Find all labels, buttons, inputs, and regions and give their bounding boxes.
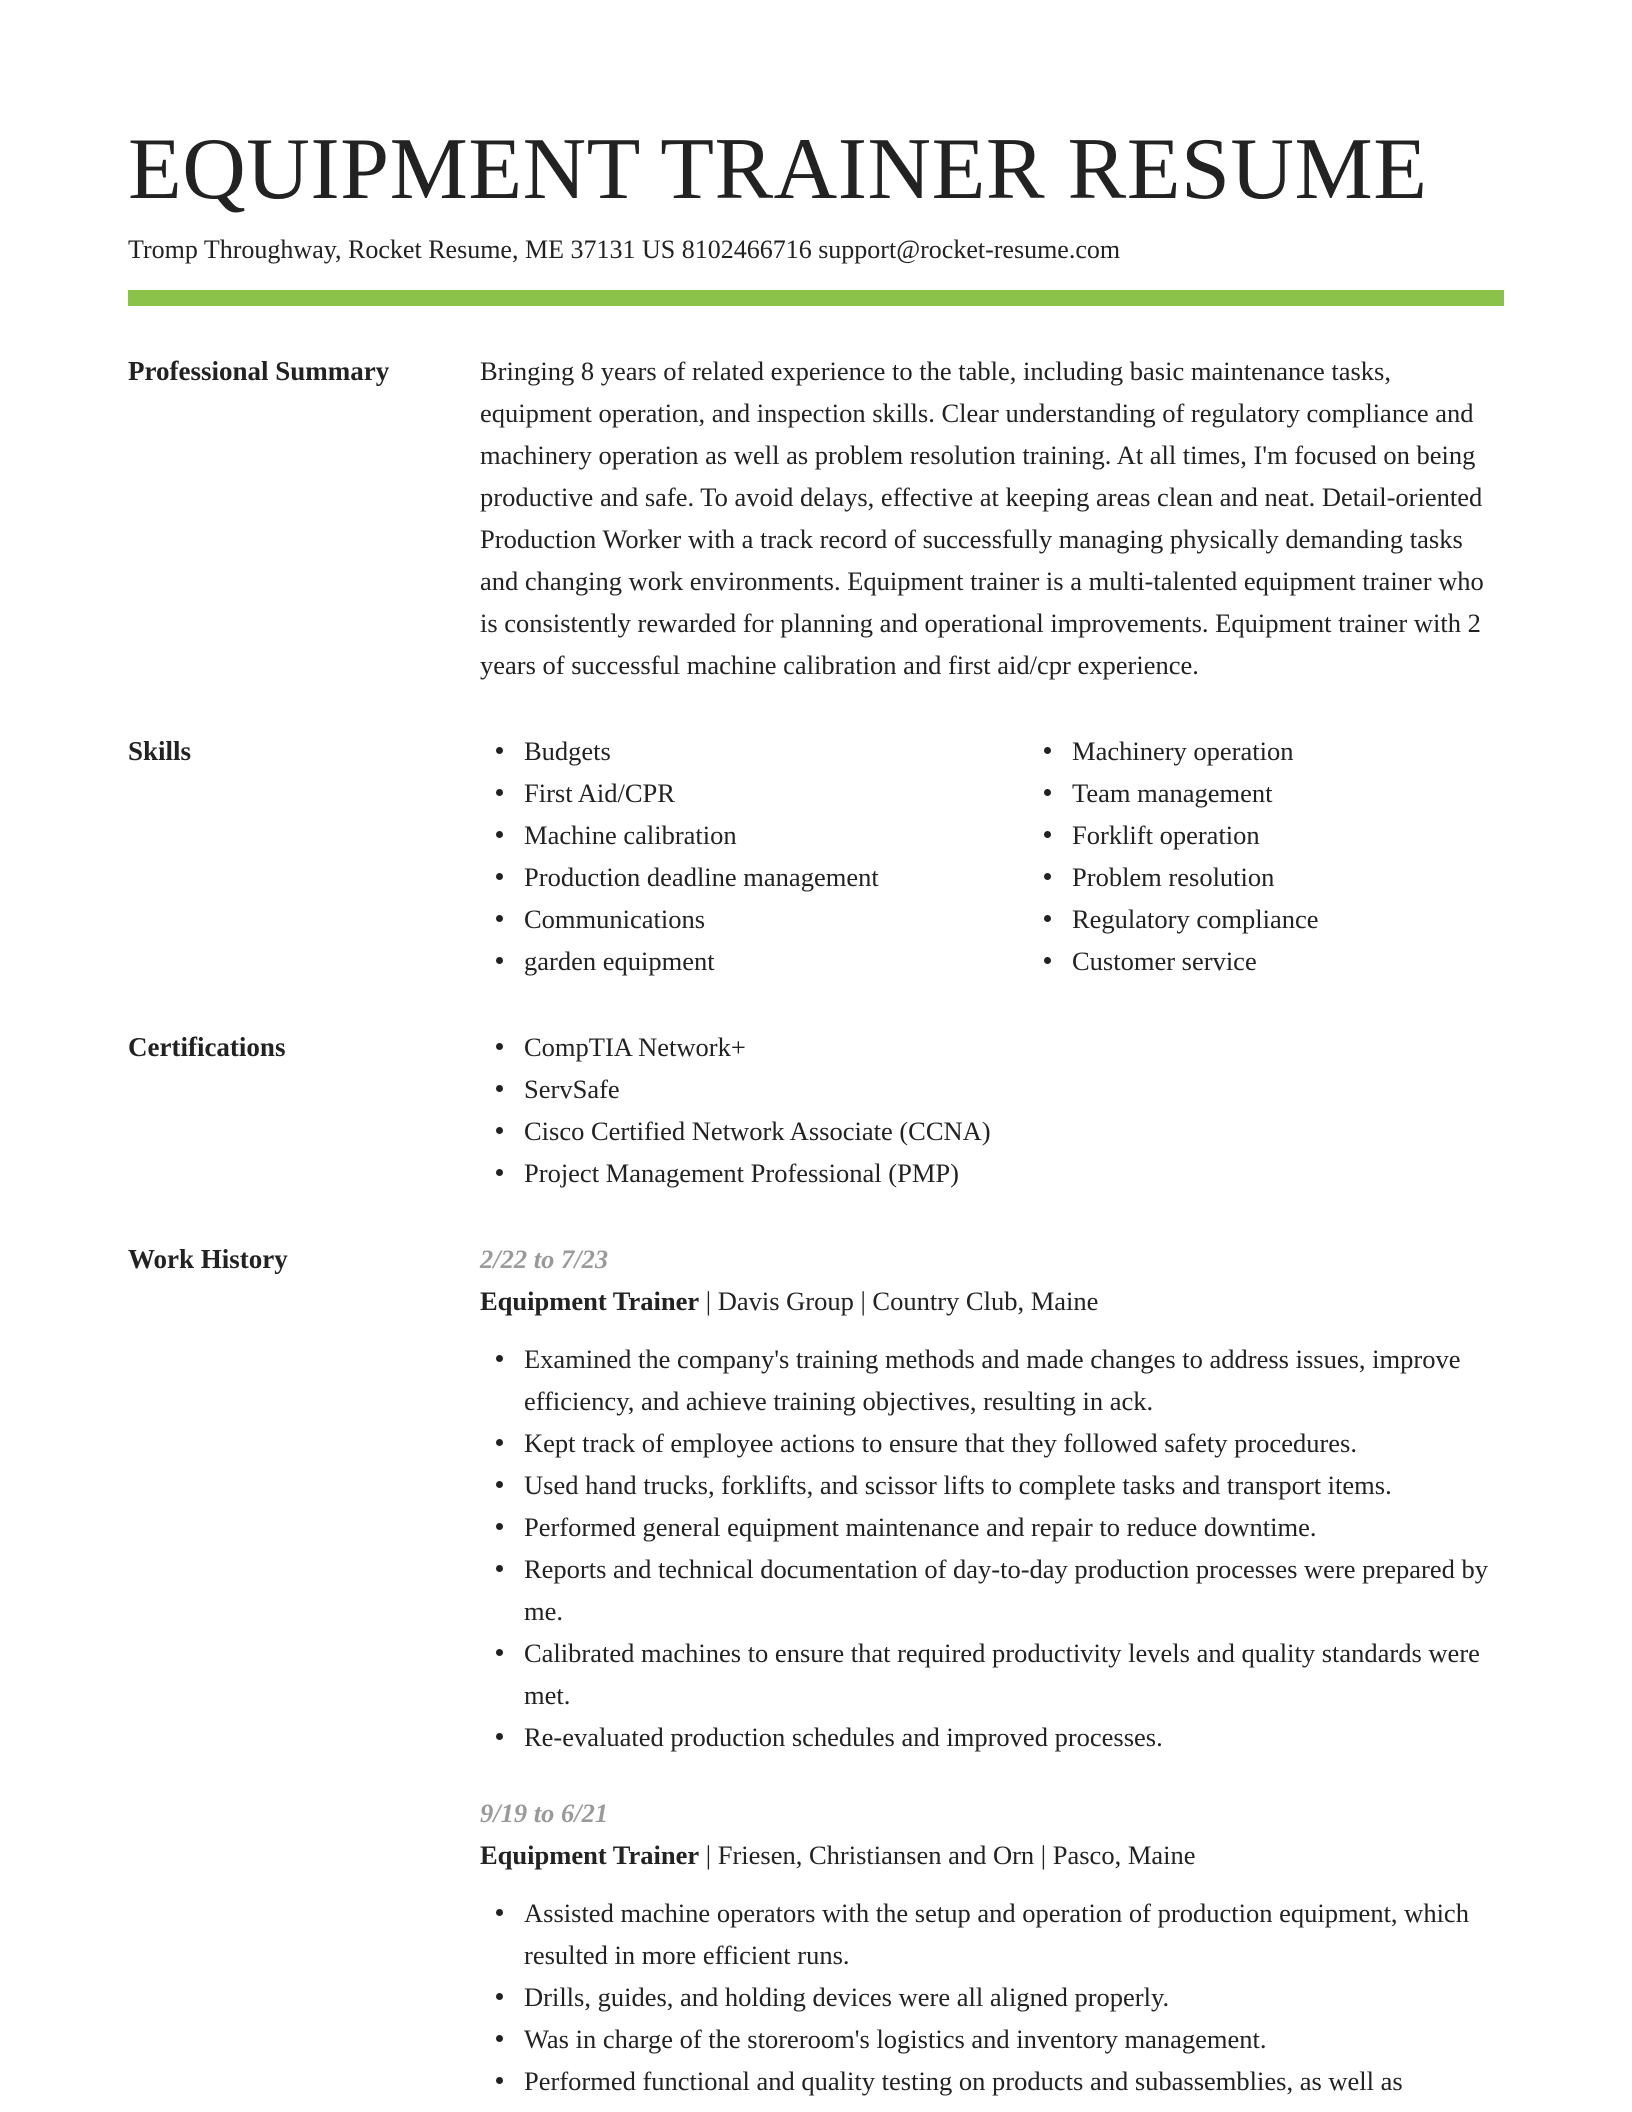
job-bullet: Assisted machine operators with the setup and operation of production equipment, which resulted in more efficient runs. [524, 1892, 1504, 1976]
section-professional-summary [128, 350, 1504, 686]
certification-item: CompTIA Network+ [524, 1026, 1504, 1068]
job-entry [480, 1238, 1504, 1758]
job-bullets [480, 1892, 1504, 2102]
skill-item: Team management [1072, 772, 1504, 814]
skill-item: Problem resolution [1072, 856, 1504, 898]
skill-item: garden equipment [524, 940, 1028, 982]
section-label-certifications: Certifications [128, 1032, 286, 1062]
resume-title: EQUIPMENT TRAINER RESUME [128, 121, 1428, 218]
job-bullet: Reports and technical documentation of day-to-day production processes were prepared by me. [524, 1548, 1504, 1632]
job-employer-location: | Davis Group | Country Club, Maine [699, 1286, 1099, 1316]
job-heading [480, 1834, 1504, 1876]
skill-item: Forklift operation [1072, 814, 1504, 856]
job-bullet: Calibrated machines to ensure that required productivity levels and quality standards were met. [524, 1632, 1504, 1716]
section-label-skills: Skills [128, 736, 192, 766]
skill-item: Customer service [1072, 940, 1504, 982]
job-heading [480, 1280, 1504, 1322]
job-entry [480, 1792, 1504, 2102]
certification-item: ServSafe [524, 1068, 1504, 1110]
skills-list-left [480, 730, 1028, 982]
certification-item: Cisco Certified Network Associate (CCNA) [524, 1110, 1504, 1152]
job-bullet: Performed general equipment maintenance and repair to reduce downtime. [524, 1506, 1504, 1548]
job-title: Equipment Trainer [480, 1286, 700, 1316]
job-bullets [480, 1338, 1504, 1758]
summary-text: Bringing 8 years of related experience to the table, including basic maintenance tasks, equipment operation, and inspection skills. Clear understanding of regulatory compliance and machinery operation as well as problem resolution training. At all times, I'm focused on being productive and safe. To avoid delays, effective at keeping areas clean and neat. Detail-oriented Production Worker with a track record of successfully managing physically demanding tasks and changing work environments. Equipment trainer is a multi-talented equipment trainer who is consistently rewarded for planning and operational improvements. Equipment trainer with 2 years of successful machine calibration and first aid/cpr experience. [480, 356, 1484, 680]
job-bullet: Performed functional and quality testing on products and subassemblies, as well as [524, 2060, 1504, 2102]
section-skills [128, 730, 1504, 982]
skill-item: Budgets [524, 730, 1028, 772]
skill-item: Regulatory compliance [1072, 898, 1504, 940]
section-work-history [128, 1238, 1504, 2102]
section-label-summary: Professional Summary [128, 356, 390, 386]
skill-item: First Aid/CPR [524, 772, 1028, 814]
job-bullet: Used hand trucks, forklifts, and scissor lifts to complete tasks and transport items. [524, 1464, 1504, 1506]
certification-item: Project Management Professional (PMP) [524, 1152, 1504, 1194]
section-label-work-history: Work History [128, 1244, 288, 1274]
skill-item: Communications [524, 898, 1028, 940]
job-employer-location: | Friesen, Christiansen and Orn | Pasco, Maine [699, 1840, 1196, 1870]
job-title: Equipment Trainer [480, 1840, 700, 1870]
job-dates: 2/22 to 7/23 [480, 1244, 609, 1274]
section-certifications [128, 1026, 1504, 1194]
certifications-list [480, 1026, 1504, 1194]
skill-item: Machinery operation [1072, 730, 1504, 772]
skill-item: Machine calibration [524, 814, 1028, 856]
job-bullet: Drills, guides, and holding devices were all aligned properly. [524, 1976, 1504, 2018]
contact-line: Tromp Throughway, Rocket Resume, ME 37131 US 8102466716 support@rocket-resume.com [128, 235, 1121, 264]
job-bullet: Examined the company's training methods and made changes to address issues, improve efficiency, and achieve training objectives, resulting in ack. [524, 1338, 1504, 1422]
job-bullet: Re-evaluated production schedules and improved processes. [524, 1716, 1504, 1758]
job-dates: 9/19 to 6/21 [480, 1798, 609, 1828]
accent-divider [128, 290, 1504, 306]
job-bullet: Kept track of employee actions to ensure that they followed safety procedures. [524, 1422, 1504, 1464]
skills-list-right [1028, 730, 1504, 982]
job-bullet: Was in charge of the storeroom's logistics and inventory management. [524, 2018, 1504, 2060]
resume-page [128, 118, 1504, 2102]
skill-item: Production deadline management [524, 856, 1028, 898]
